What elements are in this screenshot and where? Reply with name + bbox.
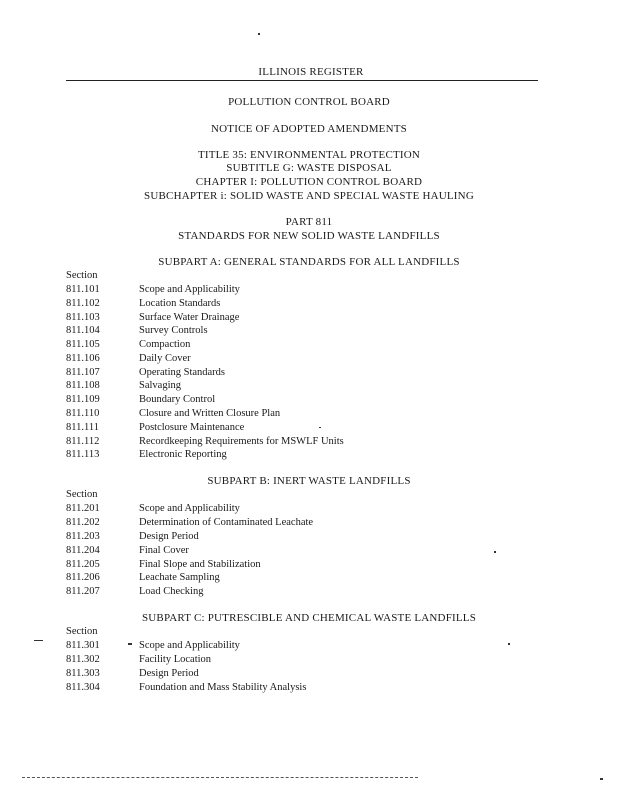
section-number: 811.113 xyxy=(66,449,100,460)
table-row xyxy=(66,297,220,310)
section-title: Boundary Control xyxy=(139,394,216,405)
title-line: TITLE 35: ENVIRONMENTAL PROTECTION xyxy=(197,149,421,161)
table-row xyxy=(66,516,313,529)
section-number: 811.206 xyxy=(66,572,100,583)
header-rule xyxy=(66,80,538,81)
section-number: 811.110 xyxy=(66,408,100,419)
section-title: Compaction xyxy=(139,339,191,350)
subpart-a-heading: SUBPART A: GENERAL STANDARDS FOR ALL LANDFILLS xyxy=(158,256,460,268)
table-row xyxy=(66,639,240,652)
section-number: 811.106 xyxy=(66,353,100,364)
table-row xyxy=(66,407,280,420)
section-number: 811.112 xyxy=(66,436,100,447)
table-row xyxy=(66,558,261,571)
section-title: Operating Standards xyxy=(139,367,226,378)
section-number: 811.109 xyxy=(66,394,100,405)
section-number: 811.103 xyxy=(66,312,100,323)
section-title: Closure and Written Closure Plan xyxy=(139,408,281,419)
section-title: Scope and Applicability xyxy=(139,284,240,295)
section-title: Survey Controls xyxy=(139,325,208,336)
section-number: 811.202 xyxy=(66,517,100,528)
table-row xyxy=(66,366,225,379)
section-title: Foundation and Mass Stability Analysis xyxy=(139,682,307,693)
subtitle-line: SUBTITLE G: WASTE DISPOSAL xyxy=(226,162,392,174)
footer-rule xyxy=(22,777,418,778)
section-title: Surface Water Drainage xyxy=(139,312,240,323)
section-title: Leachate Sampling xyxy=(139,572,220,583)
section-title: Location Standards xyxy=(139,298,221,309)
table-row xyxy=(66,571,220,584)
section-number: 811.207 xyxy=(66,586,100,597)
table-row xyxy=(66,435,344,448)
scan-speck xyxy=(600,778,603,780)
table-row xyxy=(66,585,203,598)
table-row xyxy=(66,393,215,406)
table-row xyxy=(66,352,191,365)
section-number: 811.101 xyxy=(66,284,100,295)
subpart-c-heading: SUBPART C: PUTRESCIBLE AND CHEMICAL WASTE LANDFILLS xyxy=(141,612,477,624)
table-row xyxy=(66,502,240,515)
section-title: Design Period xyxy=(139,531,199,542)
section-number: 811.105 xyxy=(66,339,100,350)
section-title: Scope and Applicability xyxy=(139,503,240,514)
section-number: 811.304 xyxy=(66,682,100,693)
section-number: 811.107 xyxy=(66,367,100,378)
section-title: Load Checking xyxy=(139,586,204,597)
section-number: 811.102 xyxy=(66,298,100,309)
section-number: 811.205 xyxy=(66,559,100,570)
section-number: 811.302 xyxy=(66,654,100,665)
table-row xyxy=(66,338,190,351)
section-title: Final Cover xyxy=(139,545,189,556)
section-title: Final Slope and Stabilization xyxy=(139,559,261,570)
register-header: ILLINOIS REGISTER xyxy=(258,66,364,78)
section-title: Recordkeeping Requirements for MSWLF Units xyxy=(139,436,344,447)
notice-title: NOTICE OF ADOPTED AMENDMENTS xyxy=(211,123,407,135)
section-number: 811.303 xyxy=(66,668,100,679)
section-number: 811.301 xyxy=(66,640,100,651)
scan-speck xyxy=(34,640,43,641)
table-row xyxy=(66,379,181,392)
scan-speck xyxy=(508,643,510,645)
subchapter-line: SUBCHAPTER i: SOLID WASTE AND SPECIAL WASTE HAULING xyxy=(144,190,474,202)
table-row xyxy=(66,544,189,557)
part-name: STANDARDS FOR NEW SOLID WASTE LANDFILLS xyxy=(178,230,440,242)
table-row xyxy=(66,448,227,461)
section-title: Postclosure Maintenance xyxy=(139,422,245,433)
section-number: 811.104 xyxy=(66,325,100,336)
section-title: Design Period xyxy=(139,668,199,679)
section-number: 811.108 xyxy=(66,380,100,391)
table-row xyxy=(66,667,199,680)
part-number: PART 811 xyxy=(285,216,333,228)
table-row xyxy=(66,653,211,666)
section-number: 811.111 xyxy=(66,422,99,433)
section-label: Section xyxy=(66,489,98,500)
section-number: 811.203 xyxy=(66,531,100,542)
section-label: Section xyxy=(66,626,98,637)
section-number: 811.201 xyxy=(66,503,100,514)
section-title: Scope and Applicability xyxy=(139,640,240,651)
scan-speck xyxy=(258,33,260,35)
section-label: Section xyxy=(66,270,98,281)
section-title: Salvaging xyxy=(139,380,181,391)
table-row xyxy=(66,421,244,434)
table-row xyxy=(66,530,199,543)
chapter-line: CHAPTER I: POLLUTION CONTROL BOARD xyxy=(195,176,423,188)
table-row xyxy=(66,283,240,296)
section-title: Electronic Reporting xyxy=(139,449,227,460)
table-row xyxy=(66,324,208,337)
section-title: Determination of Contaminated Leachate xyxy=(139,517,314,528)
table-row xyxy=(66,311,239,324)
table-row xyxy=(66,681,306,694)
section-title: Daily Cover xyxy=(139,353,191,364)
section-number: 811.204 xyxy=(66,545,100,556)
subpart-b-heading: SUBPART B: INERT WASTE LANDFILLS xyxy=(207,475,411,487)
scan-speck xyxy=(494,551,496,553)
scan-speck xyxy=(319,427,321,428)
board-name: POLLUTION CONTROL BOARD xyxy=(228,96,390,108)
section-title: Facility Location xyxy=(139,654,212,665)
